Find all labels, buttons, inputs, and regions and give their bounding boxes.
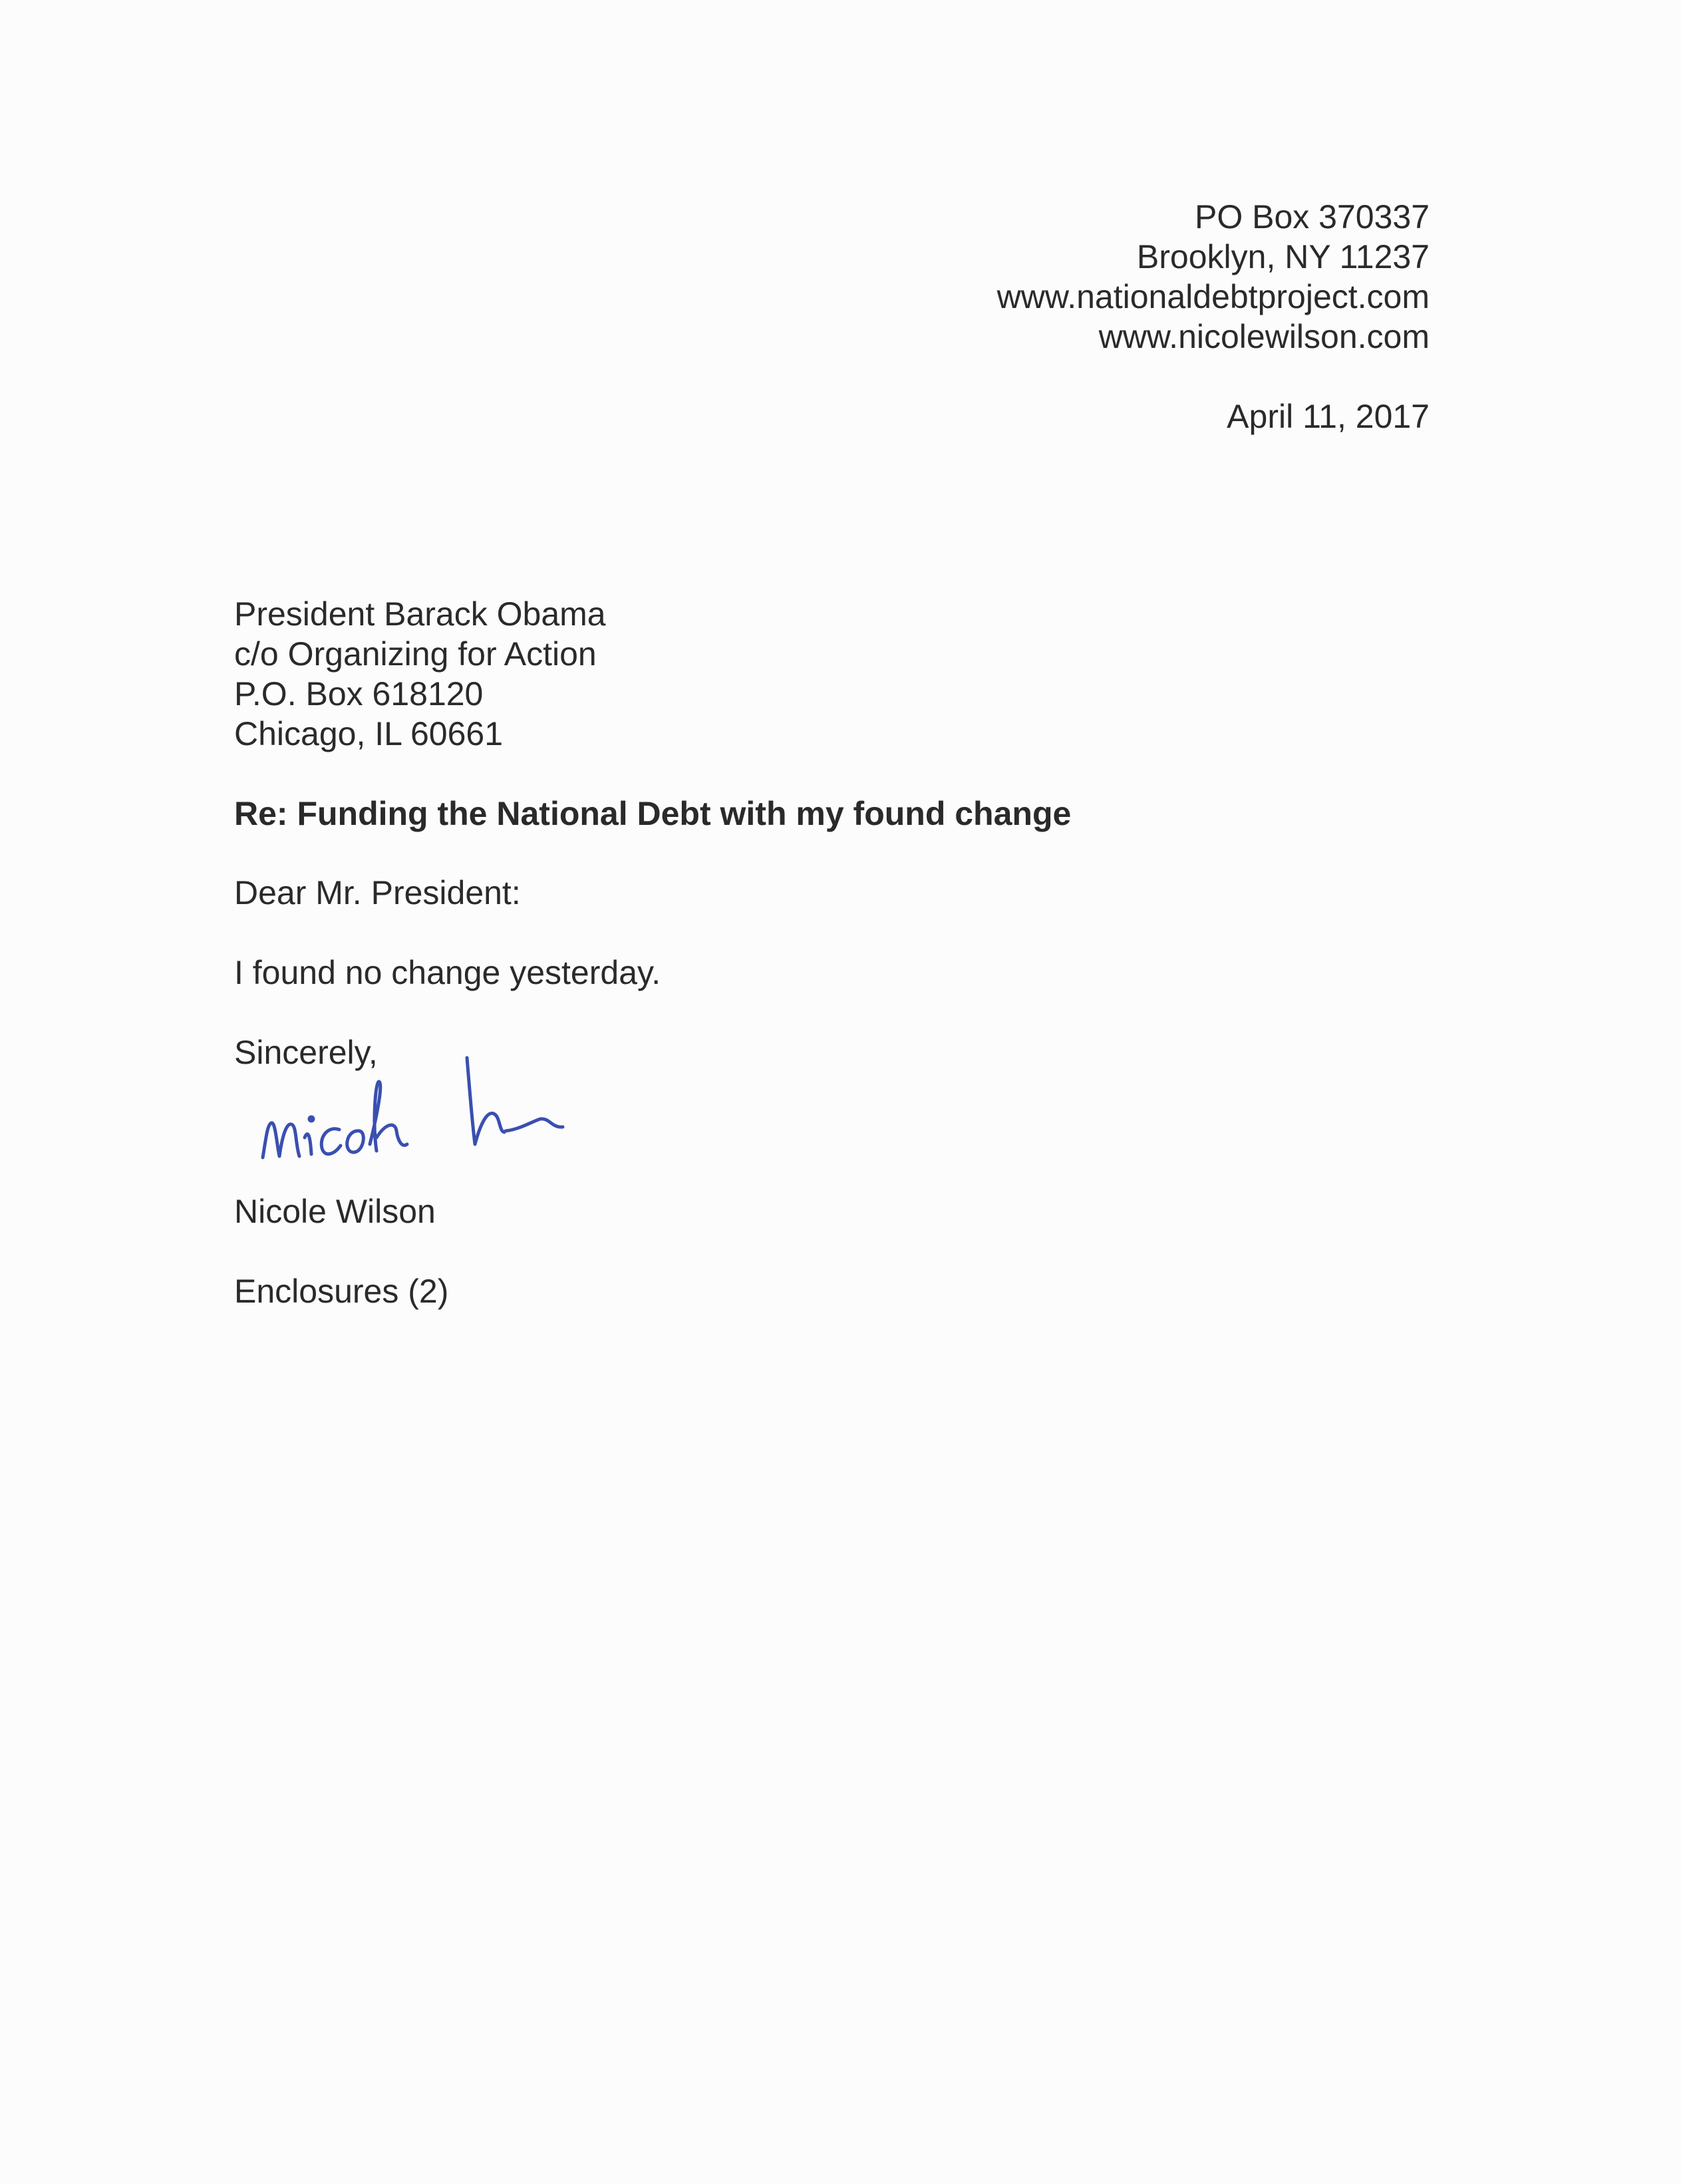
closing: Sincerely, — [234, 1034, 378, 1071]
sender-city-state-zip: Brooklyn, NY 11237 — [1136, 238, 1430, 275]
recipient-city-state-zip: Chicago, IL 60661 — [234, 715, 504, 752]
enclosures-note: Enclosures (2) — [234, 1273, 449, 1310]
letter-date: April 11, 2017 — [1227, 398, 1430, 435]
sender-po-box: PO Box 370337 — [1194, 198, 1430, 235]
signer-name: Nicole Wilson — [234, 1193, 436, 1230]
body-paragraph: I found no change yesterday. — [234, 954, 661, 991]
sender-address-block — [997, 197, 1430, 357]
sender-website-1: www.nationaldebtproject.com — [996, 278, 1430, 315]
subject-line: Re: Funding the National Debt with my found change — [234, 795, 1072, 832]
salutation: Dear Mr. President: — [234, 874, 521, 911]
recipient-care-of: c/o Organizing for Action — [234, 635, 597, 673]
handwritten-signature — [253, 1044, 599, 1177]
sender-website-2: www.nicolewilson.com — [1098, 318, 1430, 355]
recipient-name: President Barack Obama — [234, 595, 606, 633]
recipient-address-block — [234, 594, 606, 754]
recipient-po-box: P.O. Box 618120 — [234, 675, 484, 712]
